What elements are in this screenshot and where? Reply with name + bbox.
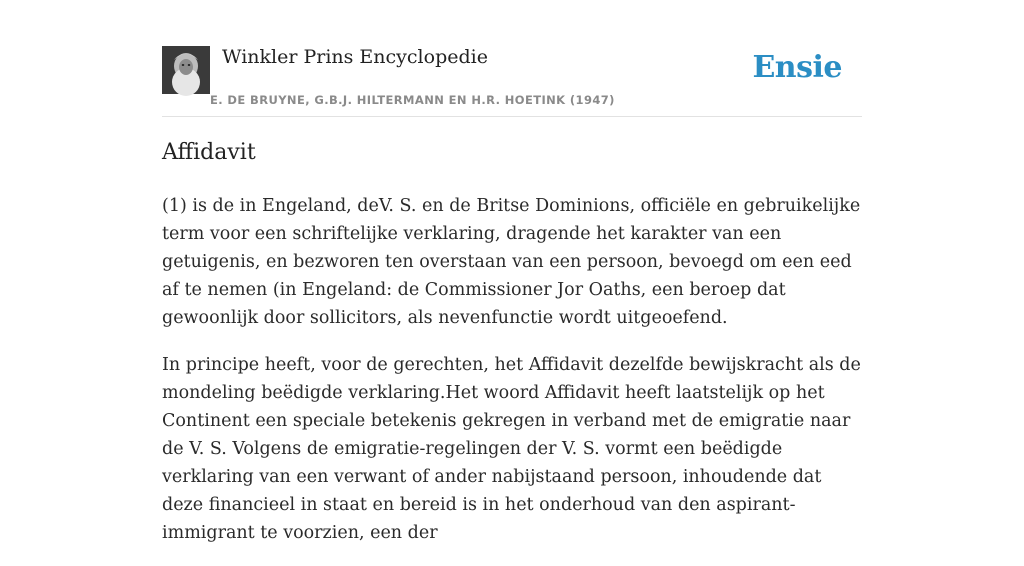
article-paragraph: In principe heeft, voor de gerechten, het Affidavit dezelfde bewijskracht als de mondeling beëdigde verklaring.Het woord Affidavit heeft laatstelijk op het Continent een speciale betekenis gekregen in verband met de emigratie naar de V. S. Volgens de emigratie-regelingen der V. S. vormt een beëdigde verklaring van een verwant of ander nabijstaand persoon, inhoudende dat deze financieel in staat en bereid is in het onderhoud van den aspirant-immigrant te voorzien, een der: [162, 355, 861, 543]
author-avatar[interactable]: [162, 46, 210, 94]
source-authors: E. DE BRUYNE, G.B.J. HILTERMANN EN H.R. HOETINK (1947): [210, 93, 615, 107]
article-body: [162, 192, 867, 566]
source-header: [162, 46, 862, 117]
article-title: Affidavit: [162, 140, 256, 165]
author-portrait-icon: [162, 46, 210, 94]
brand-logo[interactable]: Ensie: [752, 50, 842, 85]
article-paragraph: (1) is de in Engeland, deV. S. en de Britse Dominions, officiële en gebruikelijke term voor een schriftelijke verklaring, dragende het karakter van een getuigenis, en bezworen ten overstaan van een persoon, bevoegd om een eed af te nemen (in Engeland: de Commissioner Jor Oaths, een beroep dat gewoonlijk door sollicitors, als nevenfunctie wordt uitgeoefend.: [162, 196, 861, 328]
source-title[interactable]: Winkler Prins Encyclopedie: [222, 46, 488, 68]
